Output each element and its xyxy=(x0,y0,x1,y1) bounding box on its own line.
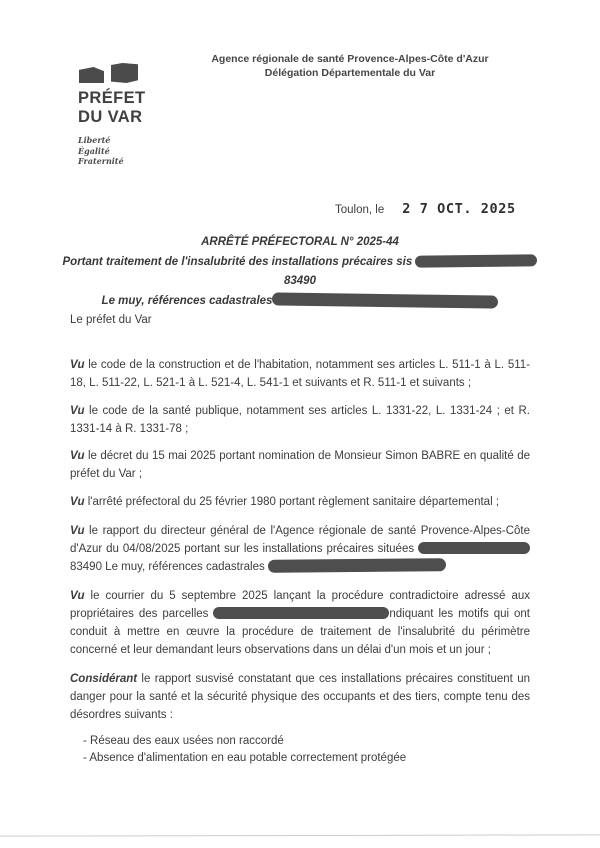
vu2-text: le code de la santé publique, notamment ses articles L. 1331-22, L. 1331-24 ; et R. 1331-14 à R. 1331-78 ; xyxy=(70,404,530,435)
logo-motto xyxy=(78,135,146,167)
agency-line2: Délégation Départementale du Var xyxy=(264,66,436,79)
title-line1: ARRÊTÉ PRÉFECTORAL N° 2025-44 xyxy=(201,236,399,248)
vu1-text: le code de la construction et de l'habitation, notamment ses articles L. 511-1 à L. 511-18, L. 511-22, L. 521-1 à L. 521-4, L. 541-1 et suivants et R. 511-1 et suivants ; xyxy=(70,359,530,389)
salutation: Le préfet du Var xyxy=(70,314,152,326)
vu4-text: l'arrêté préfectoral du 25 février 1980 portant règlement sanitaire départemental ; xyxy=(84,495,500,508)
title-line3 xyxy=(60,292,540,312)
motto-line2: Égalité xyxy=(78,145,110,156)
paragraph-considerant xyxy=(70,670,530,724)
logo-title-line2: DU VAR xyxy=(78,108,143,126)
paragraph-vu-6 xyxy=(70,587,530,659)
motto-line1: Liberté xyxy=(78,135,111,145)
agency-header xyxy=(180,53,520,80)
vu5-text-2: 83490 Le muy, références cadastrales xyxy=(70,560,268,573)
vu6-text-1: le courrier du 5 septembre 2025 lançant la procédure contradictoire adressé aux propriétaires des parcelles xyxy=(70,589,530,620)
vu2-lead: Vu xyxy=(70,404,85,417)
redaction-bar xyxy=(415,254,537,267)
title-line2 xyxy=(60,253,540,292)
vu3-text: le décret du 15 mai 2025 portant nomination de Monsieur Simon BABRE en qualité de préfet du Var ; xyxy=(70,450,530,480)
scan-edge-line xyxy=(0,834,600,836)
redaction-bar xyxy=(272,292,498,308)
vu6-lead: Vu xyxy=(70,589,85,602)
logo-title xyxy=(78,89,146,127)
document-body xyxy=(70,311,530,766)
considerant-text: le rapport susvisé constatant que ces installations précaires constituent un danger pour la santé et la sécurité physique des occupants et des tiers, compte tenu des désordres suivants : xyxy=(70,672,530,721)
paragraph-vu-3 xyxy=(70,447,530,483)
vu4-lead: Vu xyxy=(70,495,85,508)
logo-title-line1: PRÉFET xyxy=(78,89,146,107)
title-line2-suffix: 83490 xyxy=(284,275,316,287)
vu3-lead: Vu xyxy=(70,450,85,462)
date-stamp: 2 7 OCT. 2025 xyxy=(402,201,516,217)
paragraph-vu-5 xyxy=(70,522,530,576)
redaction-bar xyxy=(268,558,446,573)
flag-block-right xyxy=(111,63,138,83)
vu5-text-1: le rapport du directeur général de l'Agence régionale de santé Provence-Alpes-Côte d'Azur du 04/08/2025 portant sur les installations précaires situées xyxy=(70,524,530,555)
vu6-text-2: ndiquant les motifs qui ont conduit à mettre en œuvre la procédure de traitement de l'insalubrité du périmètre concerné et leur demandant leurs observations dans un délai d'un mois et un jour ; xyxy=(70,607,531,656)
redaction-bar xyxy=(418,542,530,554)
title-line3-text: Le muy, références cadastrales xyxy=(101,294,273,307)
vu1-lead: Vu xyxy=(70,359,85,371)
agency-line1: Agence régionale de santé Provence-Alpes-Côte d'Azur xyxy=(211,53,489,65)
vu5-lead: Vu xyxy=(70,524,85,537)
flag-block-left xyxy=(79,67,104,83)
redaction-bar xyxy=(213,607,389,619)
prefet-logo xyxy=(78,63,146,167)
document-title xyxy=(60,233,540,311)
disorder-list xyxy=(70,733,530,766)
motto-line3: Fraternité xyxy=(78,156,124,166)
dateline xyxy=(335,201,516,217)
list-item: - Absence d'alimentation en eau potable correctement protégée xyxy=(83,751,407,764)
french-flag-icon xyxy=(79,63,146,83)
list-item: - Réseau des eaux usées non raccordé xyxy=(83,735,284,747)
paragraph-vu-2 xyxy=(70,402,530,438)
paragraph-vu-1 xyxy=(70,356,530,392)
considerant-lead: Considérant xyxy=(70,672,138,685)
title-line2-text: Portant traitement de l'insalubrité des installations précaires sis xyxy=(62,255,416,268)
dateline-place: Toulon, le xyxy=(335,204,385,216)
paragraph-vu-4 xyxy=(70,493,530,511)
